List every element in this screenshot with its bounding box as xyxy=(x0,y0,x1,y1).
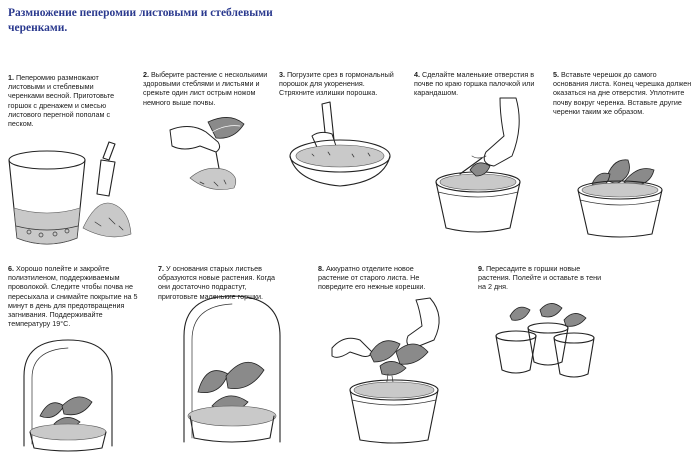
page-title: Размножение пеперомии листовыми и стеблевыми черенками. xyxy=(8,7,273,34)
step-9-text: 9. Пересадите в горшки новые растения. Полейте и оставьте в тени на 2 дня. xyxy=(478,264,602,292)
illustration-polyethylene-cover xyxy=(14,336,124,454)
step-6-text: 6. Хорошо полейте и закройте полиэтиленом, поддерживаемым проволокой. Следите чтобы почва не пересыхала и снимайте покрытие на 5 минут в день для предотвращения загнивания. Поддерживайте температуру 19°С. xyxy=(8,264,138,329)
illustration-new-plants-under-cover xyxy=(176,292,286,446)
step-5-text: 5. Вставьте черешок до самого основания листа. Конец черешка должен оказаться на дне отверстия. Уплотните почву вокруг черенка. Вставьте другие черенки таким же образом. xyxy=(553,70,692,116)
illustration-making-holes xyxy=(420,96,530,236)
illustration-inserted-cuttings xyxy=(564,140,674,240)
illustration-pot-with-soil xyxy=(5,138,135,256)
step-8-text: 8. Аккуратно отделите новое растение от старого листа. Не повредите его нежные корешки. xyxy=(318,264,426,292)
step-7-text: 7. У основания старых листьев образуются новые растения. Когда они достаточно подрастут, приготовьте маленькие горшки. xyxy=(158,264,276,301)
illustration-cutting-leaf xyxy=(160,112,270,202)
illustration-three-small-pots xyxy=(490,298,600,382)
step-1-text: 1. Пеперомию размножают листовыми и стеблевыми черенками весной. Приготовьте горшок с дренажем и смесью листового перегной пополам с песком. xyxy=(8,73,115,129)
illustration-rooting-powder xyxy=(282,100,402,192)
step-2-text: 2. Выберите растение с несколькими здоровыми стеблями и листьями и срежьте один лист острым ножом немного выше почвы. xyxy=(143,70,268,107)
illustration-separating-plant xyxy=(330,296,460,446)
step-4-text: 4. Сделайте маленькие отверстия в почве по краю горшка палочкой или карандашом. xyxy=(414,70,535,98)
step-3-text: 3. Погрузите срез в гормональный порошок для укоренения. Стряхните излишки порошка. xyxy=(279,70,394,98)
